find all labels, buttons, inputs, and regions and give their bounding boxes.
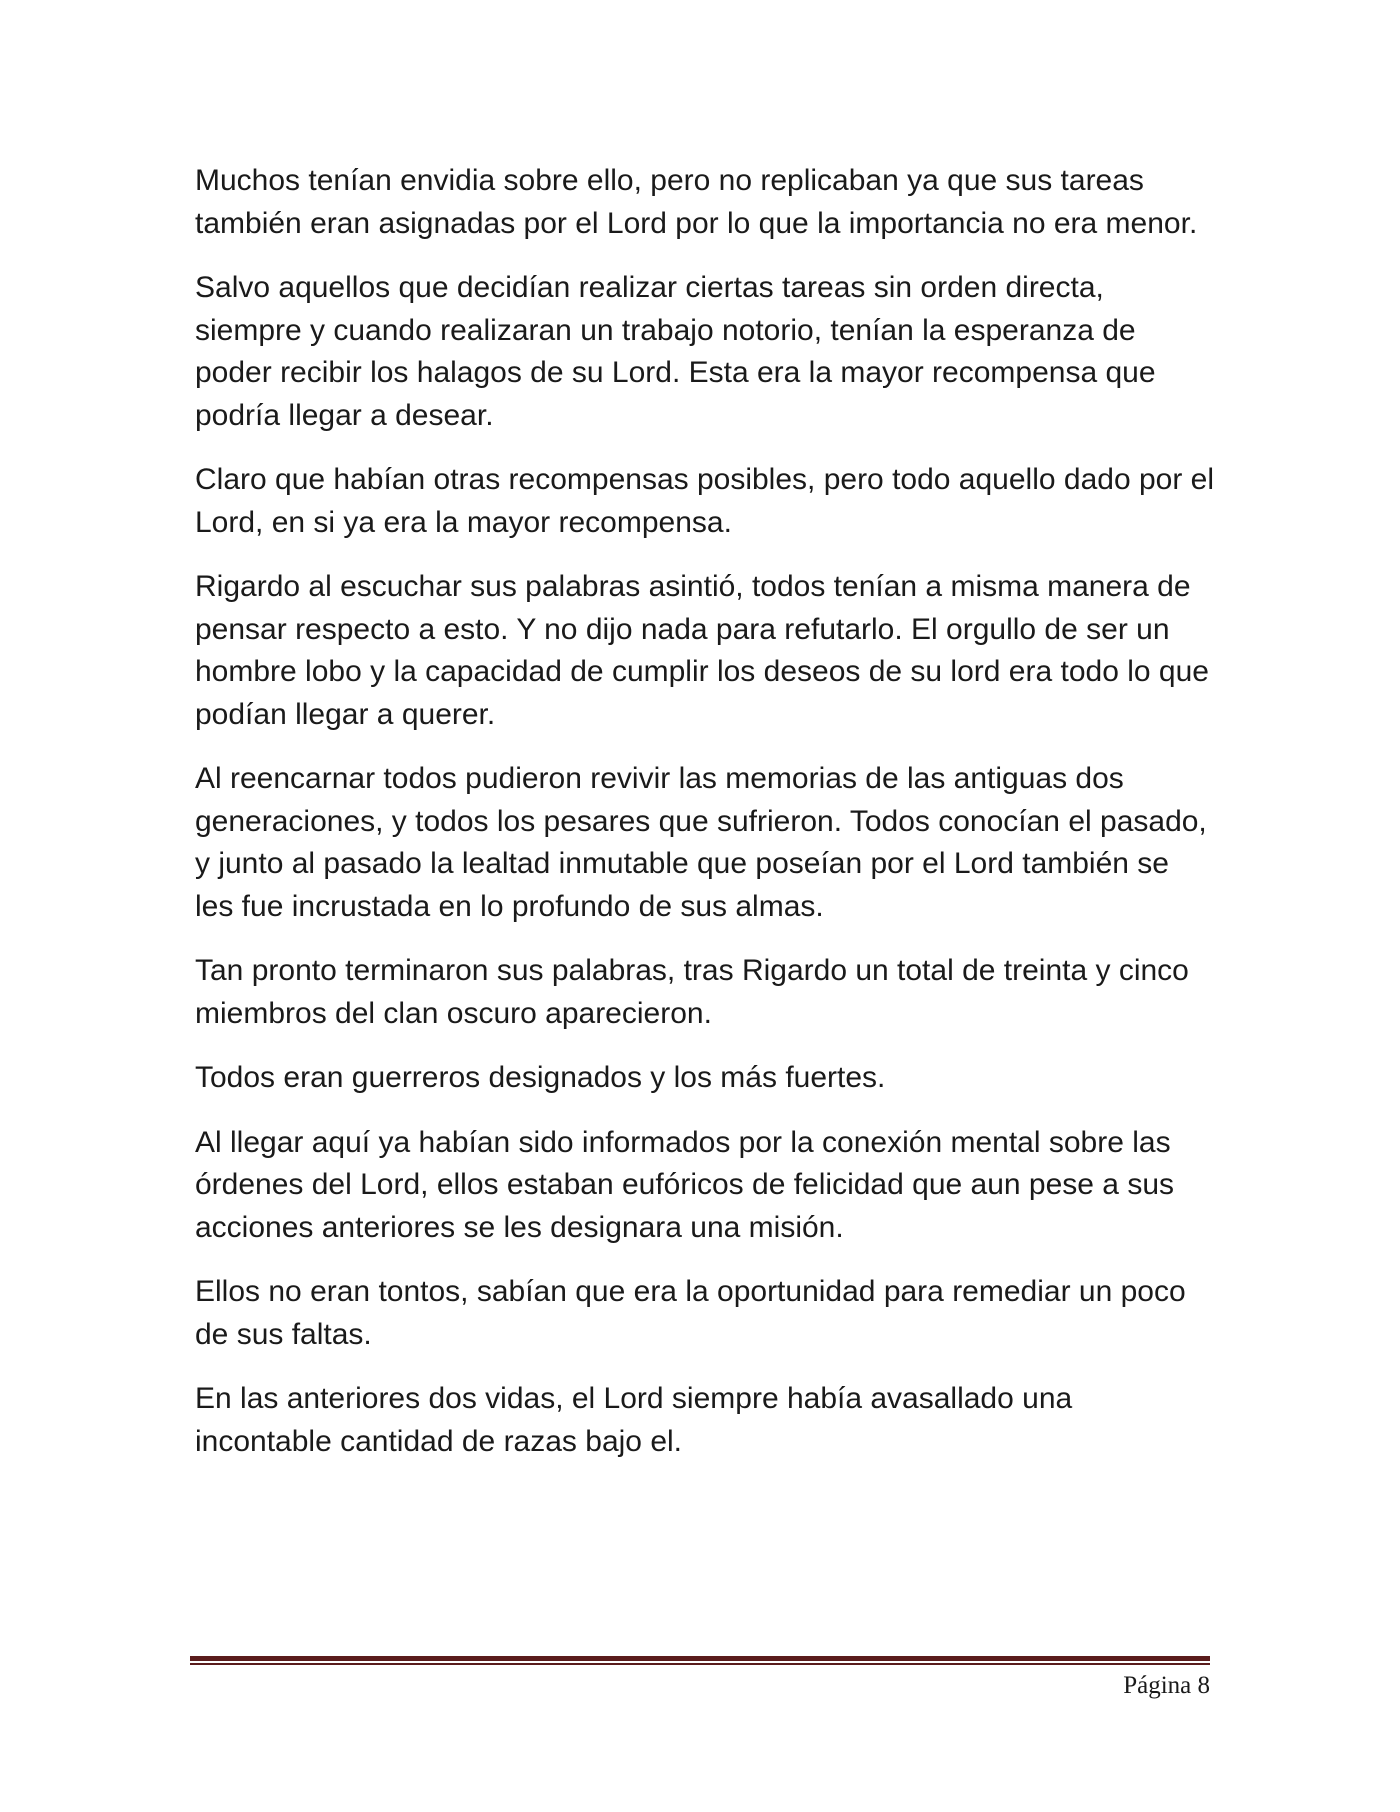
- paragraph-8: Al llegar aquí ya habían sido informados por la conexión mental sobre las órdenes del Lord, ellos estaban eufóricos de felicidad que aun pese a sus acciones anteriores se les designara una misión.: [195, 1125, 1174, 1244]
- paragraph-3: Claro que habían otras recompensas posibles, pero todo aquello dado por el Lord, en si ya era la mayor recompensa.: [195, 463, 1215, 539]
- paragraph-10: En las anteriores dos vidas, el Lord siempre había avasallado una incontable cantidad de razas bajo el.: [195, 1382, 1073, 1458]
- footer-rule-thin: [190, 1663, 1210, 1665]
- paragraph-7: Todos eran guerreros designados y los más fuertes.: [195, 1061, 886, 1094]
- paragraph-6: Tan pronto terminaron sus palabras, tras Rigardo un total de treinta y cinco miembros del clan oscuro aparecieron.: [195, 954, 1189, 1030]
- page-number: Página 8: [1123, 1672, 1210, 1699]
- footer-rule-thick: [190, 1656, 1210, 1661]
- footer-rule: [190, 1656, 1210, 1665]
- paragraph-5: Al reencarnar todos pudieron revivir las memorias de las antiguas dos generaciones, y todos los pesares que sufrieron. Todos conocían el pasado, y junto al pasado la lealtad inmutable que poseían por el Lord también se les fue incrustada en lo profundo de sus almas.: [195, 762, 1207, 923]
- paragraph-9: Ellos no eran tontos, sabían que era la oportunidad para remediar un poco de sus faltas.: [195, 1275, 1186, 1351]
- body-text: [195, 160, 1215, 1485]
- paragraph-4: Rigardo al escuchar sus palabras asintió, todos tenían a misma manera de pensar respecto a esto. Y no dijo nada para refutarlo. El orgullo de ser un hombre lobo y la capacidad de cumplir los deseos de su lord era todo lo que podían llegar a querer.: [195, 570, 1209, 731]
- paragraph-1: Muchos tenían envidia sobre ello, pero no replicaban ya que sus tareas también eran asignadas por el Lord por lo que la importancia no era menor.: [195, 164, 1198, 240]
- paragraph-2: Salvo aquellos que decidían realizar ciertas tareas sin orden directa, siempre y cuando realizaran un trabajo notorio, tenían la esperanza de poder recibir los halagos de su Lord. Esta era la mayor recompensa que podría llegar a desear.: [195, 271, 1156, 432]
